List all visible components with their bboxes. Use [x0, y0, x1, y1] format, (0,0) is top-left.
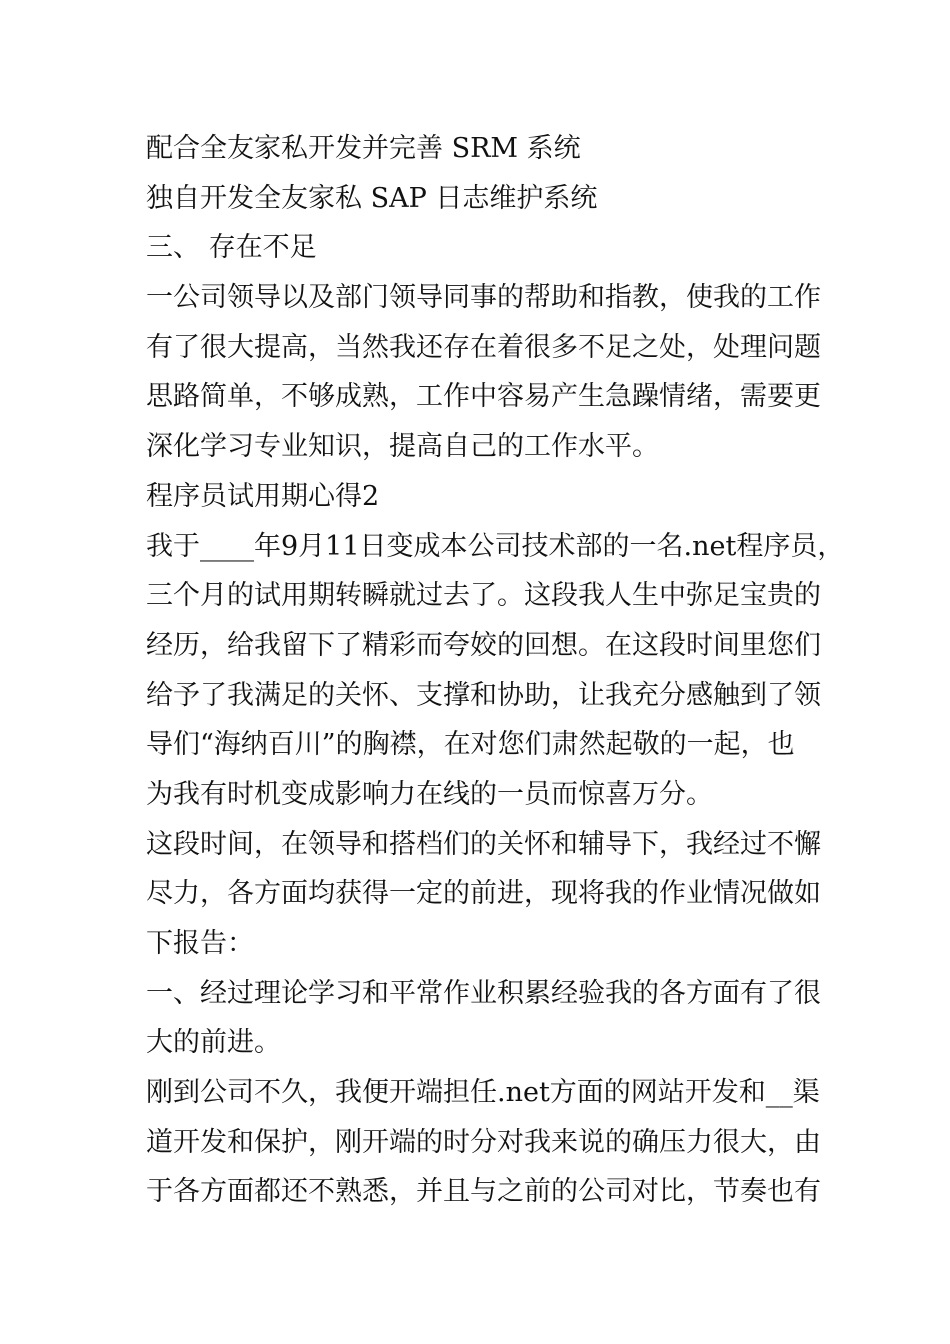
text-line: 一公司领导以及部门领导同事的帮助和指教，使我的工作 — [146, 282, 821, 314]
text-line: 独自开发全友家私 SAP 日志维护系统 — [146, 182, 598, 214]
text-line: 配合全友家私开发并完善 SRM 系统 — [146, 133, 581, 164]
text-line: 尽力，各方面均获得一定的前进，现将我的作业情况做如 — [146, 878, 821, 910]
document-body — [146, 124, 846, 1217]
text-line: 深化学习专业知识，提高自己的工作水平。 — [146, 431, 659, 463]
text-line: 大的前进。 — [146, 1027, 281, 1059]
text-line: 有了很大提高，当然我还存在着很多不足之处，处理问题 — [146, 331, 821, 363]
text-line: 思路简单，不够成熟，工作中容易产生急躁情绪，需要更 — [146, 381, 821, 413]
section-heading: 三、 存在不足 — [146, 232, 317, 264]
text-line: 道开发和保护，刚开端的时分对我来说的确压力很大，由 — [146, 1126, 821, 1158]
text-line: 下报告： — [146, 928, 254, 959]
text-line: 导们“海纳百川”的胸襟，在对您们肃然起敬的一起，也 — [146, 729, 795, 761]
article-title: 程序员试用期心得2 — [146, 480, 380, 512]
text-line: 我于____年9月11日变成本公司技术部的一名.net程序员， — [146, 530, 845, 562]
text-line: 三个月的试用期转瞬就过去了。这段我人生中弥足宝贵的 — [146, 580, 821, 612]
text-line: 刚到公司不久，我便开端担任.net方面的网站开发和__渠 — [146, 1077, 820, 1109]
text-line: 于各方面都还不熟悉，并且与之前的公司对比，节奏也有 — [146, 1176, 821, 1208]
text-line: 这段时间，在领导和搭档们的关怀和辅导下，我经过不懈 — [146, 828, 821, 860]
text-line: 一、经过理论学习和平常作业积累经验我的各方面有了很 — [146, 977, 821, 1009]
text-line: 经历，给我留下了精彩而夸姣的回想。在这段时间里您们 — [146, 629, 821, 661]
text-line: 给予了我满足的关怀、支撑和协助，让我充分感触到了领 — [146, 679, 821, 711]
text-line: 为我有时机变成影响力在线的一员而惊喜万分。 — [146, 778, 713, 810]
